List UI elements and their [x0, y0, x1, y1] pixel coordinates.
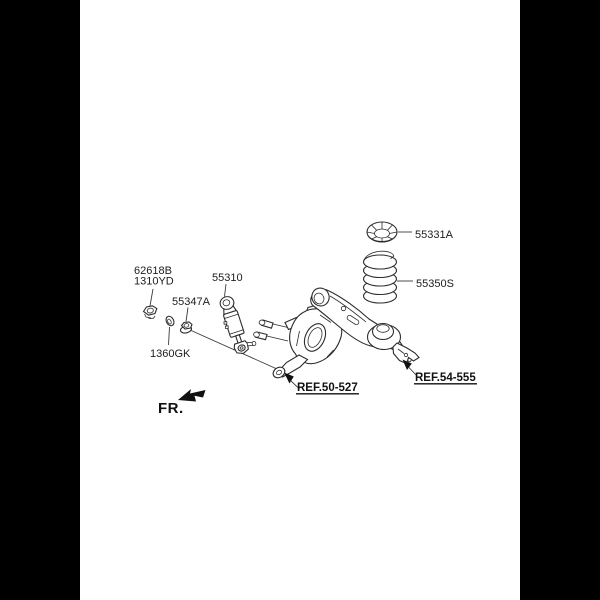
part-label-55310: 55310 [212, 272, 243, 284]
front-direction-label: FR. [158, 400, 184, 417]
part-label-62618B: 62618B [134, 265, 172, 277]
coil-spring-drawing [364, 251, 397, 303]
part-label-55350S: 55350S [416, 278, 454, 290]
ref-rear-arm-link[interactable] [414, 372, 477, 384]
part-label-1310YD: 1310YD [134, 275, 174, 288]
letterbox-left [0, 0, 80, 600]
part-label-55347A: 55347A [172, 296, 210, 308]
ref-label-50-527[interactable]: REF.50-527 [297, 382, 358, 394]
ref-knuckle-link[interactable] [296, 382, 359, 394]
spring-pad-drawing [367, 222, 397, 242]
part-label-1360GK: 1360GK [150, 348, 191, 360]
letterbox-right [520, 0, 600, 600]
diagram-background [80, 0, 520, 600]
part-label-55331A: 55331A [415, 229, 453, 241]
ref-label-54-555[interactable]: REF.54-555 [415, 372, 476, 384]
